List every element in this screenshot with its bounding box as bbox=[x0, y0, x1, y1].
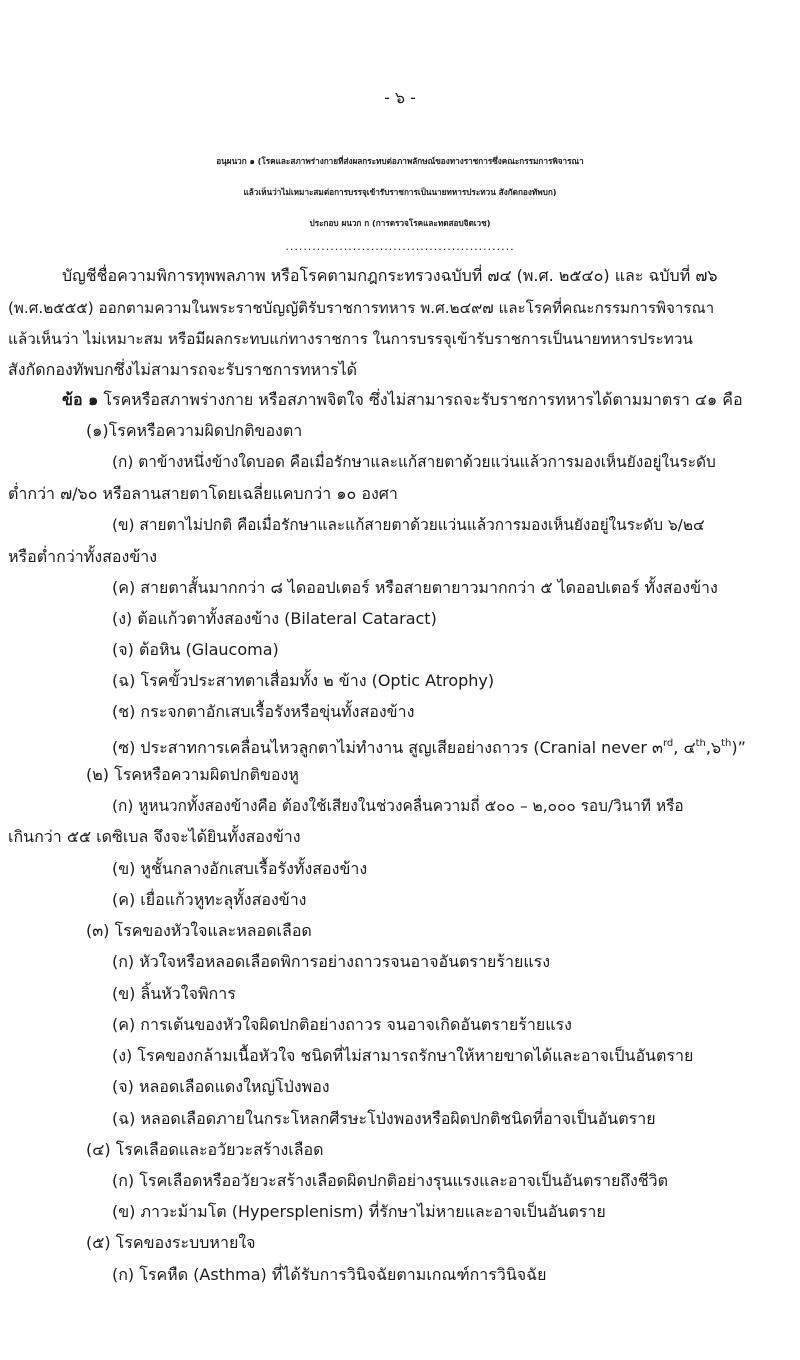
intro-line-4: สังกัดกองทัพบกซึ่งไม่สามารถจะรับราชการทหารได้ bbox=[8, 360, 358, 379]
eye-item-h-text: (ซ) ประสาทการเคลื่อนไหวลูกตาไม่ทำงาน สูญเสียอย่างถาวร (Cranial never ๓ bbox=[112, 738, 663, 757]
eye-item-d: (ง) ต้อแก้วตาทั้งสองข้าง (Bilateral Cataract) bbox=[112, 609, 437, 628]
clause-1-text: โรคหรือสภาพร่างกาย หรือสภาพจิตใจ ซึ่งไม่สามารถจะรับราชการทหารได้ตามมาตรา ๔๑ คือ bbox=[103, 390, 743, 409]
eye-item-h bbox=[112, 734, 746, 758]
blood-item-a: (ก) โรคเลือดหรืออวัยวะสร้างเลือดผิดปกติอย่างรุนแรงและอาจเป็นอันตรายถึงชีวิต bbox=[112, 1171, 669, 1190]
page-number: - ๖ - bbox=[384, 88, 416, 107]
section-ear: (๒) โรคหรือความผิดปกติของหู bbox=[86, 765, 299, 784]
ear-item-b: (ข) หูชั้นกลางอักเสบเรื้อรังทั้งสองข้าง bbox=[112, 859, 368, 878]
heart-item-a: (ก) หัวใจหรือหลอดเลือดพิการอย่างถาวรจนอาจอันตรายร้ายแรง bbox=[112, 952, 551, 971]
annex-header bbox=[0, 146, 800, 239]
section-respiratory: (๕) โรคของระบบหายใจ bbox=[86, 1233, 256, 1252]
heart-item-d: (ง) โรคของกล้ามเนื้อหัวใจ ชนิดที่ไม่สามารถรักษาให้หายขาดได้และอาจเป็นอันตราย bbox=[112, 1046, 694, 1065]
eye-item-a-line-2: ต่ำกว่า ๗/๖๐ หรือลานสายตาโดยเฉลี่ยแคบกว่า ๑๐ องศา bbox=[8, 484, 398, 503]
intro-line-2: (พ.ศ.๒๕๕๕) ออกตามความในพระราชบัญญัติรับราชการทหาร พ.ศ.๒๔๙๗ และโรคที่คณะกรรมการพิจารณา bbox=[8, 299, 715, 317]
ear-item-a-line-1: (ก) หูหนวกทั้งสองข้างคือ ต้องใช้เสียงในช่วงคลื่นความถี่ ๕๐๐ – ๒,๐๐๐ รอบ/วินาที หรือ bbox=[112, 797, 684, 815]
annex-title-line-1: อนุผนวก ๑ (โรคและสภาพร่างกายที่ส่งผลกระทบต่อภาพลักษณ์ของทางราชการซึ่งคณะกรรมการพิจารณา bbox=[216, 156, 584, 166]
eye-item-b-line-1: (ข) สายตาไม่ปกติ คือเมื่อรักษาและแก้สายตาด้วยแว่นแล้วการมองเห็นยังอยู่ในระดับ ๖/๒๔ bbox=[112, 516, 705, 534]
eye-item-a-line-1: (ก) ตาข้างหนึ่งข้างใดบอด คือเมื่อรักษาและแก้สายตาด้วยแว่นแล้วการมองเห็นยังอยู่ในระดับ bbox=[112, 453, 716, 471]
eye-item-g: (ช) กระจกตาอักเสบเรื้อรังหรือขุ่นทั้งสองข้าง bbox=[112, 702, 415, 721]
section-heart: (๓) โรคของหัวใจและหลอดเลือด bbox=[86, 921, 312, 940]
intro-line-3: แล้วเห็นว่า ไม่เหมาะสม หรือมีผลกระทบแก่ทางราชการ ในการบรรจุเข้ารับราชการเป็นนายทหารประทวน bbox=[8, 330, 693, 348]
ear-item-c: (ค) เยื่อแก้วหูทะลุทั้งสองข้าง bbox=[112, 890, 307, 909]
section-blood: (๔) โรคเลือดและอวัยวะสร้างเลือด bbox=[86, 1140, 324, 1159]
heart-item-c: (ค) การเต้นของหัวใจผิดปกติอย่างถาวร จนอาจเกิดอันตรายร้ายแรง bbox=[112, 1015, 572, 1034]
annex-title-line-3: ประกอบ ผนวก ก (การตรวจโรคและทดสอบจิตเวช) bbox=[309, 218, 491, 228]
eye-item-c: (ค) สายตาสั้นมากกว่า ๘ ไดออปเตอร์ หรือสายตายาวมากกว่า ๕ ไดออปเตอร์ ทั้งสองข้าง bbox=[112, 578, 718, 597]
eye-item-h-text-3: ,๖ bbox=[705, 738, 722, 757]
eye-item-h-text-end: )” bbox=[731, 738, 746, 757]
heart-item-b: (ข) ลิ้นหัวใจพิการ bbox=[112, 984, 236, 1003]
section-eye: (๑)โรคหรือความผิดปกติของตา bbox=[86, 421, 303, 440]
superscript-th: th bbox=[721, 738, 732, 749]
eye-item-b-line-2: หรือต่ำกว่าทั้งสองข้าง bbox=[8, 547, 158, 566]
eye-item-h-text-2: , ๔ bbox=[673, 738, 696, 757]
respiratory-item-a: (ก) โรคหืด (Asthma) ที่ได้รับการวินิจฉัยตามเกณฑ์การวินิจฉัย bbox=[112, 1265, 547, 1284]
eye-item-e: (จ) ต้อหิน (Glaucoma) bbox=[112, 640, 279, 659]
ear-item-a-line-2: เกินกว่า ๕๕ เดซิเบล จึงจะได้ยินทั้งสองข้าง bbox=[8, 827, 301, 846]
heart-item-f: (ฉ) หลอดเลือดภายในกระโหลกศีรษะโป่งพองหรือผิดปกติชนิดที่อาจเป็นอันตราย bbox=[112, 1109, 656, 1128]
blood-item-b: (ข) ภาวะม้ามโต (Hypersplenism) ที่รักษาไม่หายและอาจเป็นอันตราย bbox=[112, 1202, 606, 1221]
clause-1 bbox=[62, 390, 743, 410]
superscript-rd: rd bbox=[663, 738, 674, 749]
eye-item-f: (ฉ) โรคขั้วประสาทตาเสื่อมทั้ง ๒ ข้าง (Optic Atrophy) bbox=[112, 671, 495, 690]
superscript-th: th bbox=[695, 738, 706, 749]
annex-title-line-2: แล้วเห็นว่าไม่เหมาะสมต่อการบรรจุเข้ารับราชการเป็นนายทหารประทวน สังกัดกองทัพบก) bbox=[243, 187, 557, 197]
clause-1-label: ข้อ ๑ bbox=[62, 390, 99, 409]
heart-item-e: (จ) หลอดเลือดแดงใหญ่โป่งพอง bbox=[112, 1077, 330, 1096]
intro-line-1: บัญชีชื่อความพิการทุพพลภาพ หรือโรคตามกฎกระทรวงฉบับที่ ๗๔ (พ.ศ. ๒๕๔๐) และ ฉบับที่ ๗๖ bbox=[62, 266, 718, 285]
separator-dots: ................................................... bbox=[285, 240, 515, 253]
